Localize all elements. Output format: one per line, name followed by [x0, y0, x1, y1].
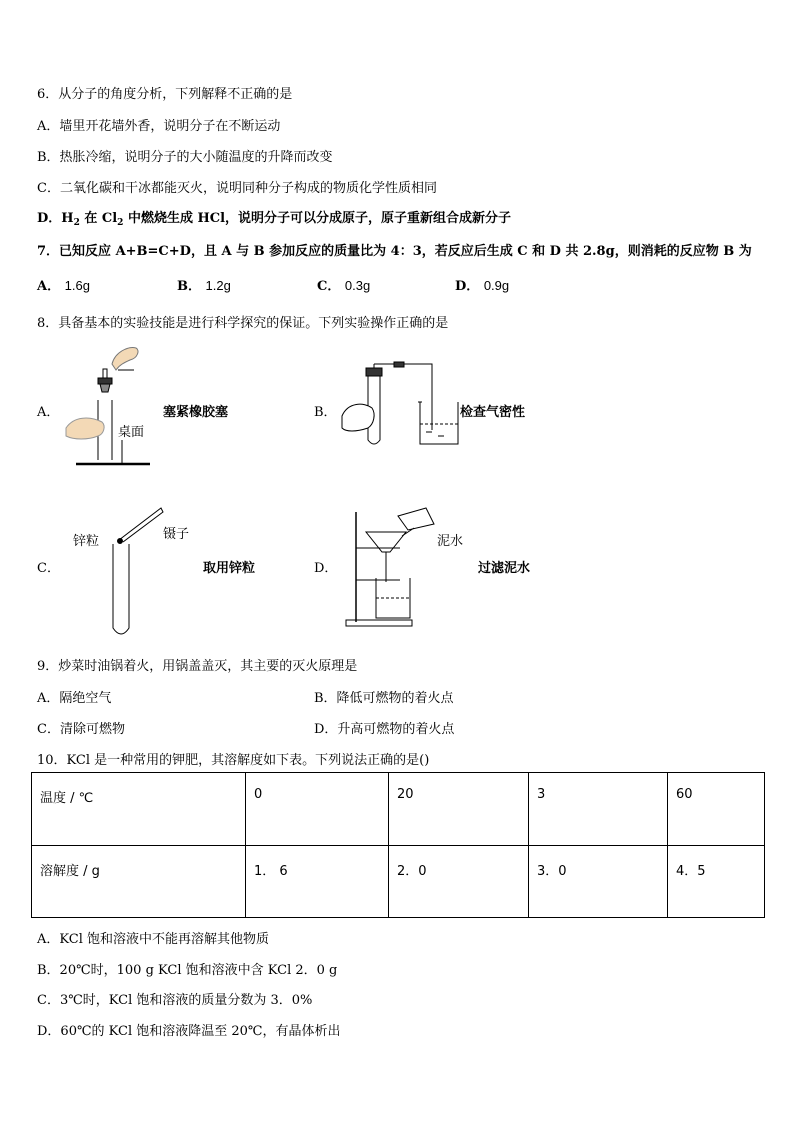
q7-a-letter: A． [37, 279, 61, 294]
table-cell: 20 [389, 773, 529, 846]
take-zinc-figure [105, 500, 165, 640]
q8-c-tweezers-label: 镊子 [163, 527, 190, 542]
q8-b-caption: 检查气密性 [460, 405, 526, 420]
q6-d-rest: 中燃烧生成 HCl，说明分子可以分成原子，原子重新组合成新分子 [123, 211, 512, 226]
q7-option-c [317, 275, 370, 294]
q8-c-letter: C． [37, 561, 60, 576]
airtightness-check-figure [338, 358, 462, 450]
q6-d-sub2: 2 [117, 218, 124, 228]
q8-d-muddy-label: 泥水 [437, 534, 464, 549]
q7-option-d [455, 275, 509, 294]
q7-d-letter: D． [455, 279, 480, 294]
q8-a-caption: 塞紧橡胶塞 [163, 405, 229, 420]
q8-b-letter: B． [314, 405, 337, 420]
q10-stem: 10．KCl 是一种常用的钾肥，其溶解度如下表。下列说法正确的是() [37, 753, 430, 768]
q10-option-a: A．KCl 饱和溶液中不能再溶解其他物质 [37, 932, 269, 947]
table-cell: 3．0 [529, 845, 668, 918]
table-cell: 1． 6 [246, 845, 389, 918]
q8-d-caption: 过滤泥水 [478, 561, 531, 576]
q7-c-value: 0.3g [344, 278, 371, 293]
insert-stopper-figure [60, 342, 160, 470]
q7-option-b [177, 275, 231, 294]
q9-option-d: D．升高可燃物的着火点 [314, 722, 455, 737]
table-row [32, 845, 765, 918]
q9-option-a: A．隔绝空气 [37, 691, 112, 706]
solubility-table [31, 772, 765, 918]
q9-option-b: B．降低可燃物的着火点 [314, 691, 454, 706]
table-cell: 温度 / ℃ [32, 773, 246, 846]
table-cell: 溶解度 / g [32, 845, 246, 918]
q10-option-c: C．3℃时，KCl 饱和溶液的质量分数为 3．0% [37, 993, 313, 1008]
table-row [32, 773, 765, 846]
q6-d-mid: 在 Cl [79, 211, 118, 226]
q7-b-letter: B． [177, 279, 201, 294]
q8-c-zinc-label: 锌粒 [73, 534, 100, 549]
q10-option-d: D．60℃的 KCl 饱和溶液降温至 20℃，有晶体析出 [37, 1024, 341, 1039]
q6-stem: 6．从分子的角度分析，下列解释不正确的是 [37, 87, 293, 102]
q7-option-a [37, 275, 90, 294]
q7-d-value: 0.9g [483, 278, 510, 293]
q7-a-value: 1.6g [64, 278, 90, 293]
table-cell: 2．0 [389, 845, 529, 918]
table-cell: 60 [668, 773, 765, 846]
q7-stem: 7．已知反应 A+B=C+D，且 A 与 B 参加反应的质量比为 4：3，若反应后生成 C 和 D 共 2.8g，则消耗的反应物 B 为 [37, 244, 752, 259]
q6-option-b: B．热胀冷缩，说明分子的大小随温度的升降而改变 [37, 150, 333, 165]
table-cell: 4．5 [668, 845, 765, 918]
q8-c-caption: 取用锌粒 [203, 561, 256, 576]
q6-option-c: C．二氧化碳和干冰都能灭火，说明同种分子构成的物质化学性质相同 [37, 181, 437, 196]
q6-d-prefix: D．H [37, 211, 74, 226]
q6-option-d [37, 207, 511, 228]
q8-a-letter: A． [37, 405, 60, 420]
q9-stem: 9．炒菜时油锅着火，用锅盖盖灭，其主要的灭火原理是 [37, 659, 358, 674]
table-cell: 0 [246, 773, 389, 846]
filter-muddy-water-figure [342, 502, 438, 630]
q7-c-letter: C． [317, 279, 341, 294]
q8-stem: 8．具备基本的实验技能是进行科学探究的保证。下列实验操作正确的是 [37, 316, 449, 331]
q6-d-sub1: 2 [73, 218, 80, 228]
q7-b-value: 1.2g [205, 278, 231, 293]
q8-a-table-label: 桌面 [118, 425, 145, 440]
q6-option-a: A．墙里开花墙外香，说明分子在不断运动 [37, 119, 281, 134]
q8-d-letter: D． [314, 561, 338, 576]
q9-option-c: C．清除可燃物 [37, 722, 125, 737]
table-cell: 3 [529, 773, 668, 846]
q10-option-b: B．20℃时，100 g KCl 饱和溶液中含 KCl 2．0 g [37, 963, 338, 978]
